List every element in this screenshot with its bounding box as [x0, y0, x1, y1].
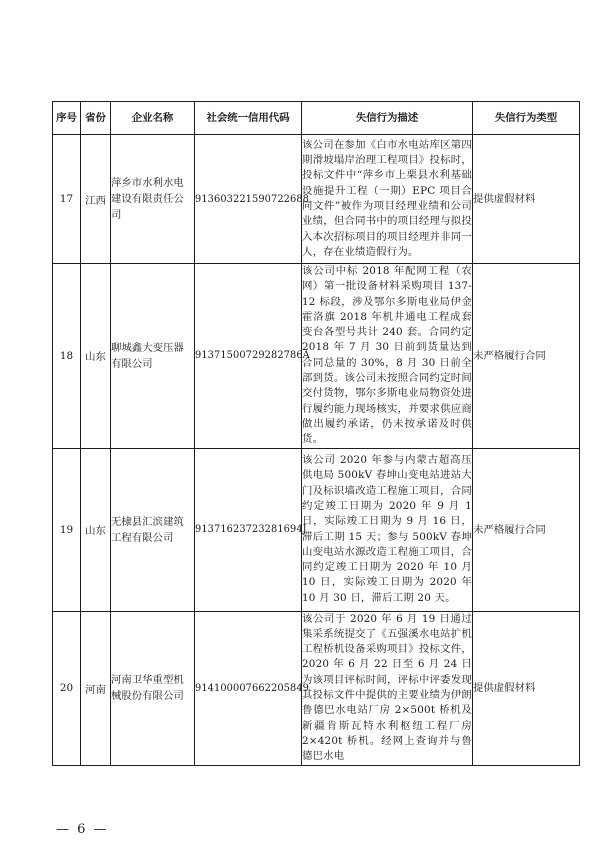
header-province: 省份 — [81, 102, 111, 135]
row-province: 河南 — [81, 611, 111, 765]
row-company: 聊城鑫大变压器有限公司 — [111, 264, 195, 449]
row-credit-code: 913603221590722688 — [195, 135, 302, 264]
row-index: 20 — [53, 611, 81, 765]
row-credit-code: 91371623723281694J — [195, 448, 302, 611]
header-index: 序号 — [53, 102, 81, 135]
row-type: 提供虚假材料 — [473, 135, 580, 264]
page-number: — 6 — — [56, 822, 109, 837]
row-credit-code: 914100007662205849 — [195, 611, 302, 765]
row-description: 该公司 2020 年参与内蒙古超高压供电局 500kV 春坤山变电站进站大门及标识墙改造工程施工项目，合同约定竣工日期为 2020 年 9 月 1 日，实际竣工日期为 9 月 16 日，滞后工期 15 天；参与 500kV 春坤山变电站水源改造工程施工项目，合同约定竣工日期为 2020 年 10 月 10 日，实际竣工日期为 2020 年 10 月 30 日，滞后工期 20 天。 — [302, 448, 473, 611]
table-header — [53, 102, 580, 135]
row-type: 提供虚假材料 — [473, 611, 580, 765]
row-company: 无棣县汇滨建筑工程有限公司 — [111, 448, 195, 611]
header-description: 失信行为描述 — [302, 102, 473, 135]
row-type: 未严格履行合同 — [473, 448, 580, 611]
table-row — [53, 135, 580, 264]
dishonest-enterprise-table — [52, 101, 580, 766]
table-header-row — [53, 102, 580, 135]
header-type: 失信行为类型 — [473, 102, 580, 135]
table-body — [53, 135, 580, 766]
row-credit-code: 91371500729282786A — [195, 264, 302, 449]
row-type: 未严格履行合同 — [473, 264, 580, 449]
row-description: 该公司在参加《白市水电站库区第四期滑坡塌岸治理工程项目》投标时，投标文件中“萍乡市上栗县水利基础设施提升工程（一期）EPC 项目合同文件”被作为项目经理业绩和公司业绩，但合同书中的项目经理与拟投入本次招标项目的项目经理并非同一人，存在业绩造假行为。 — [302, 135, 473, 264]
row-company: 河南卫华重型机械股份有限公司 — [111, 611, 195, 765]
table-row — [53, 448, 580, 611]
table-row — [53, 264, 580, 449]
row-index: 17 — [53, 135, 81, 264]
header-credit-code: 社会统一信用代码 — [195, 102, 302, 135]
row-province: 山东 — [81, 264, 111, 449]
row-index: 18 — [53, 264, 81, 449]
row-province: 江西 — [81, 135, 111, 264]
table-row — [53, 611, 580, 765]
row-province: 山东 — [81, 448, 111, 611]
row-description: 该公司于 2020 年 6 月 19 日通过集采系统提交了《五强溪水电站扩机工程桥机设备采购项目》投标文件，2020 年 6 月 22 日至 6 月 24 日为该项目评标时间，评标中评委发现其投标文件中提供的主要业绩为伊朗鲁德巴水电站厂房 2×500t 桥机及新疆肯斯瓦特水利枢纽工程厂房 2×420t 桥机。经网上查询并与鲁德巴水电 — [302, 611, 473, 765]
header-company: 企业名称 — [111, 102, 195, 135]
row-description: 该公司中标 2018 年配网工程（农网）第一批设备材料采购项目 137-12 标段，涉及鄂尔多斯电业局伊金霍洛旗 2018 年机井通电工程成套变台各型号共计 240 套。合同约定 2018 年 7 月 30 日前到货量达到合同总量的 30%，8 月 30 日前全部到货。该公司未按照合同约定时间交付货物，鄂尔多斯电业局物资处进行履约能力现场核实，并要求供应商做出履约承诺，仍未按承诺及时供货。 — [302, 264, 473, 449]
row-index: 19 — [53, 448, 81, 611]
row-company: 萍乡市水利水电建设有限责任公司 — [111, 135, 195, 264]
